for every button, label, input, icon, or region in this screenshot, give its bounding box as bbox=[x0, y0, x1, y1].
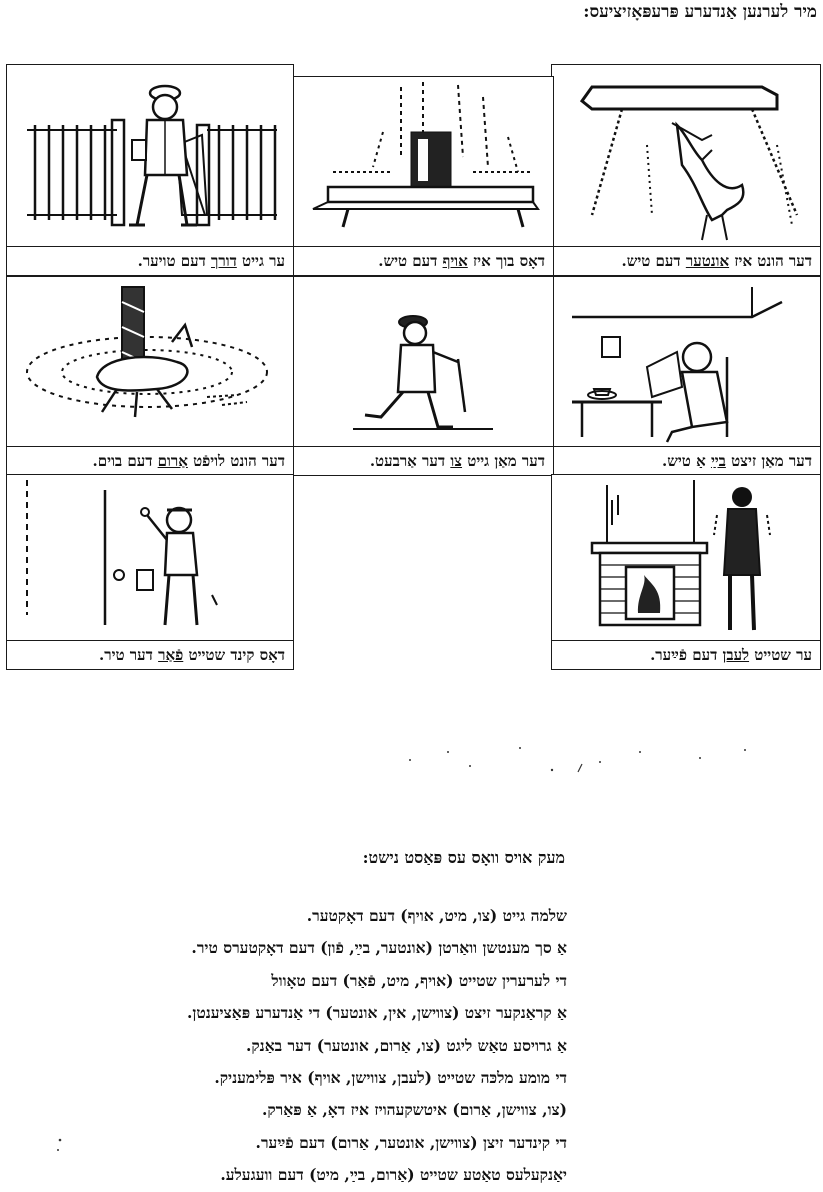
caption-child-before-door: דאָס קינד שטייט פֿאַר דער טיר. bbox=[7, 640, 293, 669]
caption-man-through-gate: ער גייט דורך דעם טויער. bbox=[7, 246, 293, 275]
caption-dog-under-table: דער הונט איז אונטער דעם טיש. bbox=[552, 246, 820, 275]
exercise-item: די לערערין שטייט (אויף, מיט, פֿאַר) דעם טאָוול bbox=[271, 970, 567, 990]
caption-man-near-fire: ער שטייט לעבן דעם פֿײַער. bbox=[552, 640, 820, 669]
page-title: מיר לערנען אַנדערע פּרעפּאָזיציעס: bbox=[583, 2, 817, 22]
caption-man-to-work: דער מאַן גייט צו דער אַרבעט. bbox=[293, 446, 553, 475]
exercise-item: די מומע מלכּה שטייט (לעבן, צווישן, אויף) איר פּלימעניק. bbox=[214, 1067, 567, 1087]
exercise-list bbox=[7, 900, 567, 1192]
exercise-item: די קינדער זיצן (צווישן, אונטער, אַרום) דעם פֿײַער. bbox=[255, 1132, 567, 1152]
exercise-title: מעק אויס וואָס עס פּאַסט נישט: bbox=[362, 848, 565, 867]
exercise-item: אַ סך מענטשן וואַרטן (אונטער, בײַ, פֿון) דעם דאָקטערס טיר. bbox=[191, 938, 567, 958]
exercise-item: יאַנקעלעס טאַטע שטייט (אַרום, בײַ, מיט) דעם וועגעלע. bbox=[220, 1165, 567, 1185]
caption-book-on-table: דאָס בוך איז אויף דעם טיש. bbox=[293, 246, 553, 275]
caption-dog-around-tree: דער הונט לויפֿט אַרום דעם בוים. bbox=[7, 446, 293, 475]
exercise-item: אַ גרויסע טאַש ליגט (צו, אַרום, אונטער) דער באַנק. bbox=[245, 1035, 567, 1055]
exercise-item: אַ קראַנקער זיצט (צווישן, אין, אונטער) די אַנדערע פּאַציענטן. bbox=[187, 1003, 567, 1023]
exercise-item: שלמה גייט (צו, מיט, אויף) דעם דאָקטער. bbox=[306, 906, 567, 925]
caption-man-at-table: דער מאַן זיצט בײַ אַ טיש. bbox=[552, 446, 820, 475]
exercise-item: (צו, צווישן, אַרום) איטשקעהויז איז דאָ, אַ פּאַרק. bbox=[261, 1100, 567, 1120]
